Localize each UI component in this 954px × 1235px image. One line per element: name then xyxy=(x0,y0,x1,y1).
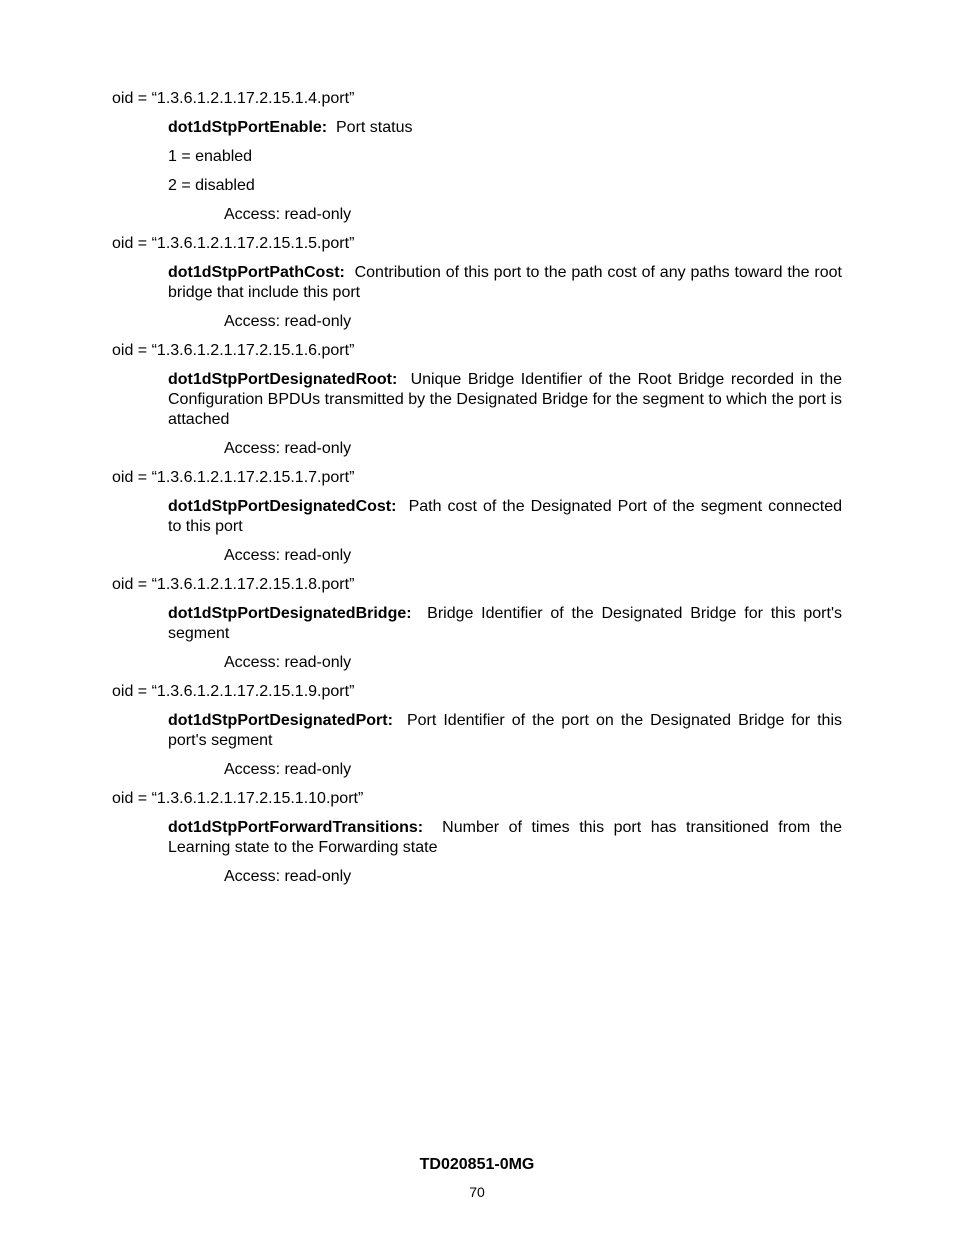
object-name: dot1dStpPortDesignatedBridge: xyxy=(168,605,412,622)
object-description-text: Number of times this port has transitioned from the Learning state to the Forwarding state xyxy=(168,819,843,856)
page-number: 70 xyxy=(469,1184,485,1200)
object-description-text: Contribution of this port to the path cost of any paths toward the root bridge that include this port xyxy=(168,264,843,301)
object-description xyxy=(168,118,842,138)
object-description xyxy=(168,818,842,858)
object-description xyxy=(168,263,842,303)
object-description-text: Bridge Identifier of the Designated Bridge for this port's segment xyxy=(168,605,843,642)
access-line: Access: read-only xyxy=(224,313,352,330)
object-description-text: Path cost of the Designated Port of the segment connected to this port xyxy=(168,498,843,535)
oid-line: oid = “1.3.6.1.2.1.17.2.15.1.9.port” xyxy=(112,683,355,700)
object-name: dot1dStpPortDesignatedCost: xyxy=(168,498,397,515)
oid-line: oid = “1.3.6.1.2.1.17.2.15.1.7.port” xyxy=(112,469,355,486)
oid-line: oid = “1.3.6.1.2.1.17.2.15.1.8.port” xyxy=(112,576,355,593)
access-line: Access: read-only xyxy=(224,206,352,223)
access-line: Access: read-only xyxy=(224,440,352,457)
object-name: dot1dStpPortDesignatedPort: xyxy=(168,712,393,729)
object-description-text: Unique Bridge Identifier of the Root Bridge recorded in the Configuration BPDUs transmitted by the Designated Bridge for the segment to which the port is attached xyxy=(168,371,842,428)
object-description xyxy=(168,604,842,644)
object-description-text: Port Identifier of the port on the Designated Bridge for this port's segment xyxy=(168,712,843,749)
object-description xyxy=(168,370,842,430)
object-description xyxy=(168,497,842,537)
mib-object-list xyxy=(112,89,842,896)
access-line: Access: read-only xyxy=(224,654,352,671)
access-line: Access: read-only xyxy=(224,547,352,564)
object-name: dot1dStpPortDesignatedRoot: xyxy=(168,371,398,388)
object-name: dot1dStpPortEnable: xyxy=(168,119,328,136)
access-line: Access: read-only xyxy=(224,868,352,885)
object-description-text: Port status xyxy=(336,119,413,136)
oid-line: oid = “1.3.6.1.2.1.17.2.15.1.5.port” xyxy=(112,235,355,252)
object-name: dot1dStpPortForwardTransitions: xyxy=(168,819,424,836)
value-disabled: 2 = disabled xyxy=(168,177,255,194)
object-name: dot1dStpPortPathCost: xyxy=(168,264,345,281)
access-line: Access: read-only xyxy=(224,761,352,778)
oid-line: oid = “1.3.6.1.2.1.17.2.15.1.10.port” xyxy=(112,790,364,807)
oid-line: oid = “1.3.6.1.2.1.17.2.15.1.4.port” xyxy=(112,90,355,107)
document-id: TD020851-0MG xyxy=(419,1156,535,1173)
value-enabled: 1 = enabled xyxy=(168,148,253,165)
object-description xyxy=(168,711,842,751)
oid-line: oid = “1.3.6.1.2.1.17.2.15.1.6.port” xyxy=(112,342,355,359)
